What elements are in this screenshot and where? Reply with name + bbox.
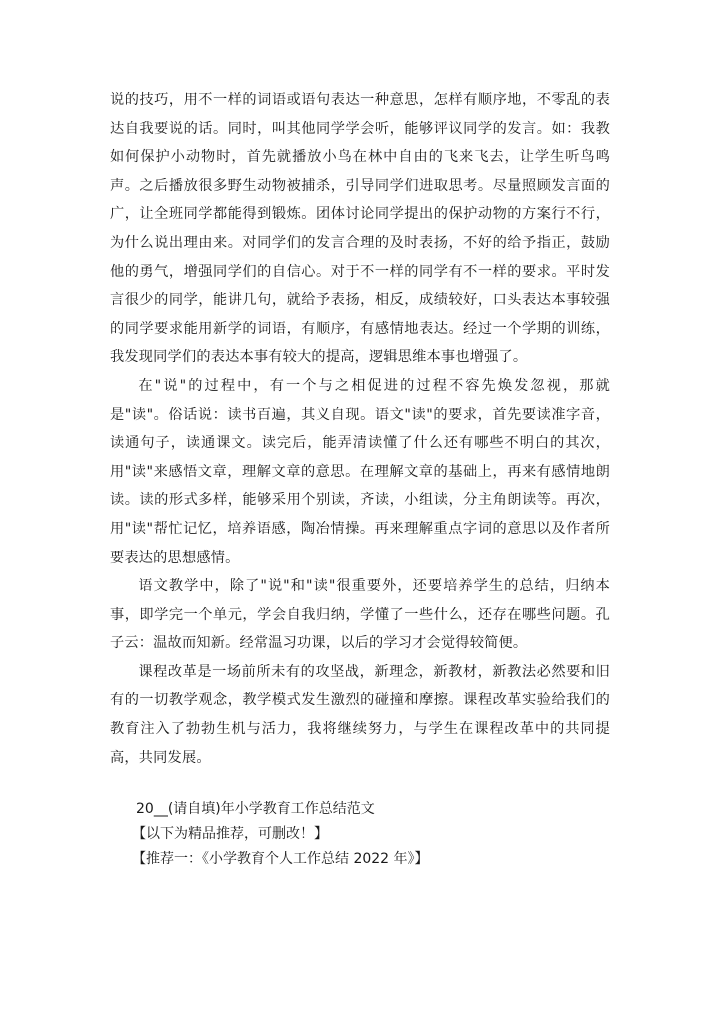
paragraph-summarizing: 语文教学中，除了"说"和"读"很重要外，还要培养学生的总结，归纳本事，即学完一个单元，学会自我归纳，学懂了一些什么，还存在哪些问题。孔子云：温故而知新。经常温习功课，以后的学习才会觉得较简便。: [110, 578, 610, 652]
editable-note: 【以下为精品推荐，可删改！】: [132, 826, 328, 842]
paragraph-reading: 在"说"的过程中，有一个与之相促进的过程不容先焕发忽视，那就是"读"。俗话说：读书百遍，其义自现。语文"读"的要求，首先要读准字音，读通句子，读通课文。读完后，能弄清读懂了什么还有哪些不明白的其次，用"读"来感悟文章，理解文章的意思。在理解文章的基础上，再来有感情地朗读。读的形式多样，能够采用个别读，齐读，小组读，分主角朗读等。再次，用"读"帮忙记忆，培养语感，陶冶情操。再来理解重点字词的意思以及作者所要表达的思想感情。: [110, 377, 610, 566]
recommendation-link: 【推荐一：《小学教育个人工作总结 2022 年》】: [132, 851, 429, 867]
document-body: [110, 86, 610, 772]
paragraph-speaking-skills: 说的技巧，用不一样的词语或语句表达一种意思，怎样有顺序地，不零乱的表达自我要说的话。同时，叫其他同学学会听，能够评议同学的发言。如：我教如何保护小动物时，首先就播放小鸟在林中自由的飞来飞去，让学生听鸟鸣声。之后播放很多野生动物被捕杀，引导同学们进取思考。尽量照顾发言面的广，让全班同学都能得到锻炼。团体讨论同学提出的保护动物的方案行不行，为什么说出理由来。对同学们的发言合理的及时表扬，不好的给予指正，鼓励他的勇气，增强同学们的自信心。对于不一样的同学有不一样的要求。平时发言很少的同学，能讲几句，就给予表扬，相反，成绩较好，口头表达本事较强的同学要求能用新学的词语，有顺序，有感情地表达。经过一个学期的训练，我发现同学们的表达本事有较大的提高，逻辑思维本事也增强了。: [110, 92, 610, 366]
document-title: 20__(请自填)年小学教育工作总结范文: [136, 801, 375, 817]
recommendation-block: [132, 797, 602, 872]
paragraph-curriculum-reform: 课程改革是一场前所未有的攻坚战，新理念，新教材，新教法必然要和旧有的一切教学观念，教学模式发生激烈的碰撞和摩擦。课程改革实验给我们的教育注入了勃勃生机与活力，我将继续努力，与学生在课程改革中的共同提高，共同发展。: [110, 663, 610, 766]
